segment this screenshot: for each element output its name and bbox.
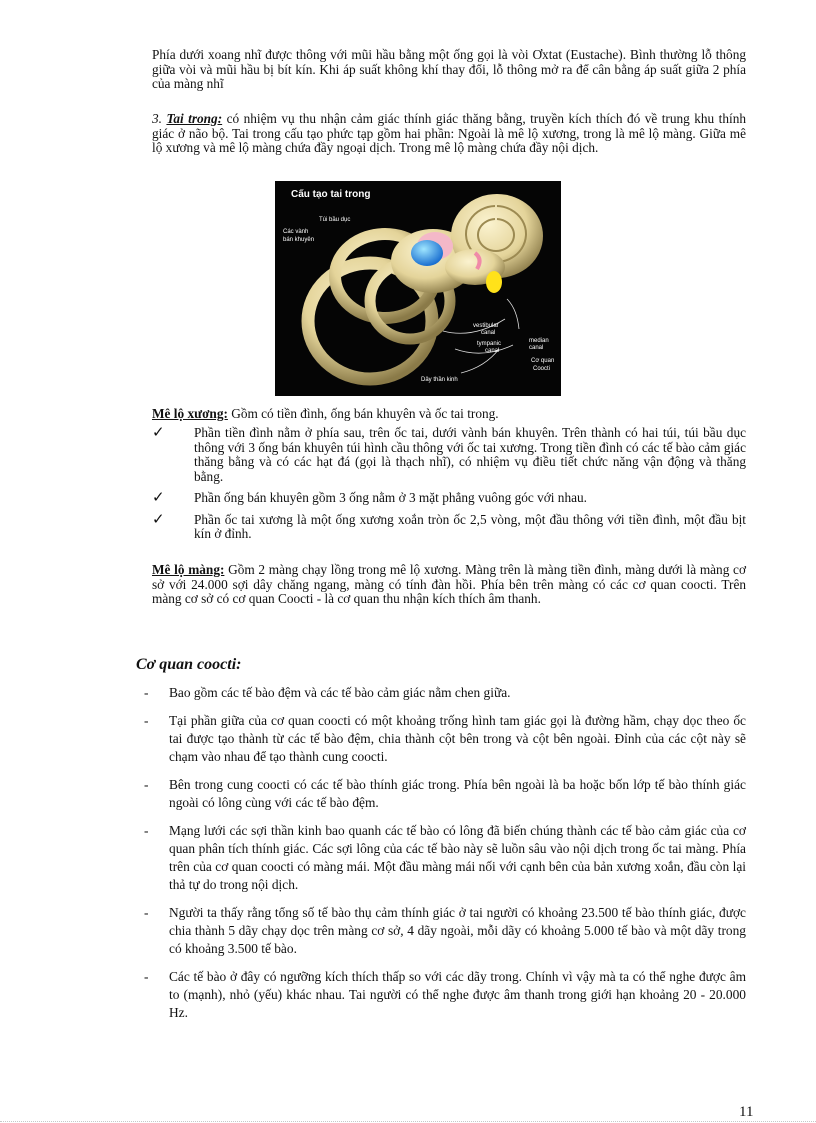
label-canals-2: bán khuyên (283, 237, 315, 243)
page-divider (0, 1121, 816, 1122)
list-item: - Bao gồm các tế bào đệm và các tế bào cảm giác nằm chen giữa. (144, 685, 511, 700)
label-median-2: canal (529, 345, 544, 351)
list-item: ✓ Phần tiền đình nằm ở phía sau, trên ốc tai, dưới vành bán khuyên. Trên thành có hai túi, túi bầu dục thông với 3 ống bán khuyên túi hình cầu thông với ốc tai xương. Trong tiền đình có các tế bào cảm giác thăng bằng và có các hạt đá (gọi là thạch nhĩ), có nhiệm vụ điều tiết chức năng vận động và thăng bằng. (152, 425, 746, 484)
inner-ear-paragraph (152, 112, 746, 156)
label-tympanic-2: canal (485, 348, 500, 354)
section-title: Cơ quan coocti: (136, 656, 242, 673)
list-item: - Người ta thấy rằng tổng số tế bào thụ cảm thính giác ở tai người có khoảng 23.500 tế bào thính giác, được chia thành 5 dãy chạy dọc trên màng cơ sở, 4 dãy ngoài, mỗi dãy có khoảng 5.000 tế bào và một dãy trong có khoảng 3.500 tế bào. (144, 905, 746, 956)
coocti-list (136, 684, 746, 1032)
round-window-shape (486, 271, 502, 293)
check-icon: ✓ (152, 490, 165, 506)
page-number: 11 (739, 1104, 754, 1120)
utricle-shape (411, 240, 443, 266)
bony-labyrinth-heading (152, 406, 746, 421)
bony-term: Mê lộ xương: (152, 406, 228, 421)
list-item: - Tại phần giữa của cơ quan coocti có một khoảng trống hình tam giác gọi là đường hầm, chạy dọc theo ốc tai được tạo thành từ các tế bào đệm, chia thành cột bên trong và cột bên ngoài. Đỉnh của các cột này sẽ chạm vào nhau để tạo thành cung coocti. (144, 713, 746, 764)
label-tympanic-1: tympanic (477, 341, 502, 347)
label-vestibular-2: canal (481, 330, 496, 336)
list-item: ✓ Phần ống bán khuyên gồm 3 ống nằm ở 3 mặt phẳng vuông góc với nhau. (152, 490, 587, 506)
list-item: - Mạng lưới các sợi thần kinh bao quanh các tế bào có lông đã biến chúng thành các tế bào cảm giác của cơ quan phân tích thính giác. Các sợi lông của các tế bào này sẽ luồn sâu vào nội dịch trong ốc tai màng. Phía trên của cơ quan coocti có màng mái. Một đầu màng mái nối với cạnh bên của bản xương xoắn, đầu còn lại thả tự do trong nội dịch. (144, 823, 746, 892)
list-item: ✓ Phần ốc tai xương là một ống xương xoắn tròn ốc 2,5 vòng, một đầu thông với tiền đình, một đầu bịt kín ở đỉnh. (152, 511, 746, 541)
check-icon: ✓ (152, 425, 165, 441)
membranous-text: Gồm 2 màng chạy lồng trong mê lộ xương. Màng trên là màng tiền đình, màng dưới là màng cơ sở với 24.000 sợi dây chăng ngang, màng có tính đàn hồi. Phía bên trên màng có các cơ quan coocti. Trên màng cơ sở có cơ quan Coocti - là cơ quan thu nhận kích thích âm thanh. (152, 562, 746, 606)
inner-ear-figure (275, 181, 561, 396)
bony-list (152, 426, 746, 549)
inner-ear-text: có nhiệm vụ thu nhận cảm giác thính giác thăng bằng, truyền kích thích đó về trung khu thính giác ở não bộ. Tai trong cấu tạo phức tạp gồm hai phần: Ngoài là mê lộ xương, trong là mê lộ màng. Giữa mê lộ xương và mê lộ màng chứa đầy ngoại dịch. Trong mê lộ màng chứa đầy nội dịch. (152, 111, 746, 155)
label-organ-1: Cơ quan (531, 358, 555, 364)
list-item: - Bên trong cung coocti có các tế bào thính giác trong. Phía bên ngoài là ba hoặc bốn lớp tế bào thính giác ngoài có lông cùng với các tế bào đệm. (144, 777, 746, 810)
label-organ-2: Coocti (533, 366, 551, 372)
section-number: 3. (152, 111, 167, 126)
inner-ear-illustration (275, 181, 561, 396)
inner-ear-term: Tai trong: (166, 111, 223, 126)
membranous-labyrinth-paragraph (152, 563, 746, 607)
label-canals-1: Các vành (283, 229, 309, 235)
check-icon: ✓ (152, 511, 165, 528)
label-utricle: Túi bầu dục (319, 217, 351, 223)
membranous-term: Mê lộ màng: (152, 562, 225, 577)
list-item: - Các tế bào ở đây có ngưỡng kích thích thấp so với các dãy trong. Chính vì vậy mà ta có thể nghe được âm to (mạnh), nhỏ (yếu) khác nhau. Tai người có thể nghe được âm thanh trong giới hạn khoảng 20 - 20.000 Hz. (144, 969, 746, 1020)
eustachian-paragraph: Phía dưới xoang nhĩ được thông với mũi hầu bằng một ống gọi là vòi Ơxtat (Eustache). Bình thường lỗ thông giữa vòi và mũi hầu bị bít kín. Khi áp suất không khí thay đổi, lỗ thông mở ra để cân bằng áp suất giữa 2 phía của màng nhĩ (152, 47, 746, 91)
label-median-1: median (529, 338, 549, 344)
label-vestibular-1: vestibular (473, 323, 499, 329)
label-nerve: Dây thần kinh (421, 377, 458, 383)
figure-title: Cấu tạo tai trong (291, 189, 371, 200)
bony-text: Gồm có tiền đình, ống bán khuyên và ốc tai trong. (227, 406, 499, 421)
